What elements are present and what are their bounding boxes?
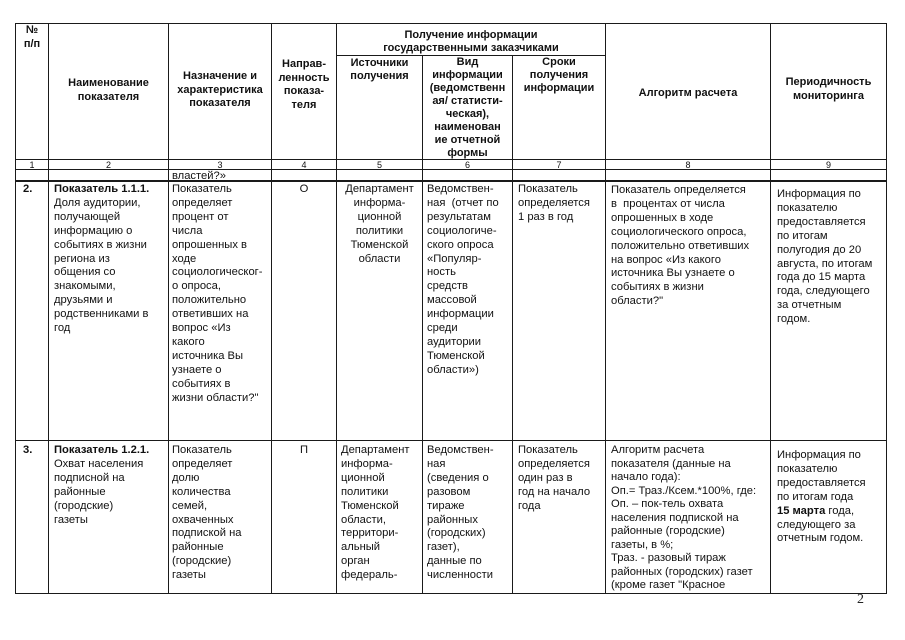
column-number xyxy=(16,160,49,170)
indicator-purpose-text: Показатель определяет процент от числа опрошенных в ходе социологическог- о опроса, положительно ответивших на вопрос «Из какого источника Вы узнаете о событиях в жизни области?" xyxy=(172,183,263,404)
header-purpose xyxy=(169,24,272,160)
header-sources-label: Источники получения xyxy=(350,57,409,82)
page-number: 2 xyxy=(857,592,864,607)
row-number xyxy=(16,441,49,594)
header-deadlines xyxy=(513,56,606,160)
monitoring-periodicity-text xyxy=(777,449,886,546)
indicator-title: Показатель 1.2.1. xyxy=(54,444,150,456)
column-number xyxy=(49,160,169,170)
periodicity-text-end: года, следующего за отчетным годом. xyxy=(777,504,864,545)
column-number-label: 5 xyxy=(376,160,382,170)
header-deadlines-label: Сроки получения информации xyxy=(523,56,595,94)
column-number-label: 1 xyxy=(29,160,35,170)
info-type xyxy=(423,441,513,594)
header-periodicity-label: Периодичность мониторинга xyxy=(785,76,872,102)
header-number xyxy=(16,24,49,160)
continuation-cell xyxy=(513,170,606,182)
header-number-label: № п/п xyxy=(23,24,41,50)
info-source xyxy=(337,182,423,441)
info-deadline xyxy=(513,441,606,594)
row-number-text: 2. xyxy=(23,183,33,195)
monitoring-periodicity xyxy=(771,182,887,441)
column-number xyxy=(272,160,337,170)
header-direction-label: Направ- ленность показа- теля xyxy=(278,58,330,111)
header-periodicity xyxy=(771,24,887,160)
indicator-direction xyxy=(272,182,337,441)
periodicity-deadline-highlight: 15 марта xyxy=(777,504,826,517)
column-number xyxy=(513,160,606,170)
info-type xyxy=(423,182,513,441)
column-number xyxy=(337,160,423,170)
header-indicator-name xyxy=(49,24,169,160)
continuation-cell xyxy=(272,170,337,182)
calculation-algorithm xyxy=(606,182,771,441)
continuation-cell xyxy=(606,170,771,182)
continuation-cell xyxy=(337,170,423,182)
indicator-direction-text: П xyxy=(299,444,309,456)
indicator-purpose xyxy=(169,441,272,594)
column-number xyxy=(771,160,887,170)
info-deadline-text: Показатель определяется 1 раз в год xyxy=(518,183,590,223)
header-direction xyxy=(272,24,337,160)
info-deadline xyxy=(513,182,606,441)
info-source-text: Департамент информа- ционной политики Тюменской области xyxy=(345,183,414,265)
header-algorithm-label: Алгоритм расчета xyxy=(638,87,738,99)
indicator-direction xyxy=(272,441,337,594)
calculation-algorithm-text: Показатель определяется в процентах от числа опрошенных в ходе социологического опроса, положительно ответивших на вопрос «Из какого источника Вы узнаете о событиях в жизни области?" xyxy=(611,184,750,308)
calculation-algorithm-text: Алгоритм расчета показателя (данные на начало года): Оп.= Траз./Ксем.*100%, где: Оп. – пок-тель охвата населения подпиской на районные (городские) газеты, в %; Траз. - разовый тираж районных (городских) газет (кроме газет "Красное xyxy=(611,444,757,591)
info-source-text: Департамент информа- ционной политики Тюменской области, территори- альный орган федераль- xyxy=(341,444,410,582)
periodicity-text-start: Информация по показателю предоставляется по итогам года xyxy=(777,449,866,503)
continuation-cell xyxy=(49,170,169,182)
indicator-title: Показатель 1.1.1. xyxy=(54,183,150,195)
indicator-name xyxy=(49,441,169,594)
monitoring-table xyxy=(15,23,887,594)
column-number-label: 2 xyxy=(105,160,111,170)
header-purpose-label: Назначение и характеристика показателя xyxy=(177,70,263,109)
column-number xyxy=(423,160,513,170)
column-number xyxy=(606,160,771,170)
header-info-type xyxy=(423,56,513,160)
indicator-description: Охват населения подписной на районные (городские) газеты xyxy=(54,457,144,526)
column-number-label: 7 xyxy=(556,160,562,170)
indicator-description: Доля аудитории, получающей информацию о событиях в жизни региона из общения со знакомыми, друзьями и родственниками в год xyxy=(54,196,149,335)
indicator-purpose-text: Показатель определяет долю количества семей, охваченных подпиской на районные (городские) газеты xyxy=(172,444,242,582)
header-info-type-label: Вид информации (ведомственн ая/ статисти- ческая), наименован ие отчетной формы xyxy=(429,56,506,159)
header-info-group-label: Получение информации государственными заказчиками xyxy=(383,29,559,54)
row-number xyxy=(16,182,49,441)
header-indicator-name-label: Наименование показателя xyxy=(68,77,149,103)
calculation-algorithm xyxy=(606,441,771,594)
column-number-label: 9 xyxy=(825,160,831,170)
column-number-label: 3 xyxy=(217,160,223,170)
monitoring-periodicity xyxy=(771,441,887,594)
column-number-label: 6 xyxy=(464,160,470,170)
info-type-text: Ведомствен- ная (сведения о разовом тираже районных (городских) газет), данные по численности xyxy=(427,444,494,582)
column-number xyxy=(169,160,272,170)
continuation-cell xyxy=(16,170,49,182)
column-number-label: 4 xyxy=(301,160,307,170)
column-number-label: 8 xyxy=(685,160,691,170)
header-info-group xyxy=(337,24,606,56)
header-algorithm xyxy=(606,24,771,160)
indicator-purpose xyxy=(169,182,272,441)
continuation-purpose xyxy=(169,170,272,182)
continuation-purpose-text: властей?» xyxy=(172,170,226,182)
info-deadline-text: Показатель определяется один раз в год на начало года xyxy=(518,444,591,512)
continuation-cell xyxy=(423,170,513,182)
info-type-text: Ведомствен- ная (отчет по результатам социологиче- ского опроса «Популяр- ность средств массовой информации среди аудитории Тюменской области») xyxy=(427,183,499,376)
indicator-direction-text: О xyxy=(299,183,309,195)
continuation-cell xyxy=(771,170,887,182)
header-sources xyxy=(337,56,423,160)
row-number-text: 3. xyxy=(23,444,33,456)
monitoring-periodicity-text: Информация по показателю предоставляется по итогам полугодия до 20 августа, по итогам года до 15 марта года, следующего за отчетным годом. xyxy=(777,188,873,326)
info-source xyxy=(337,441,423,594)
indicator-name xyxy=(49,182,169,441)
